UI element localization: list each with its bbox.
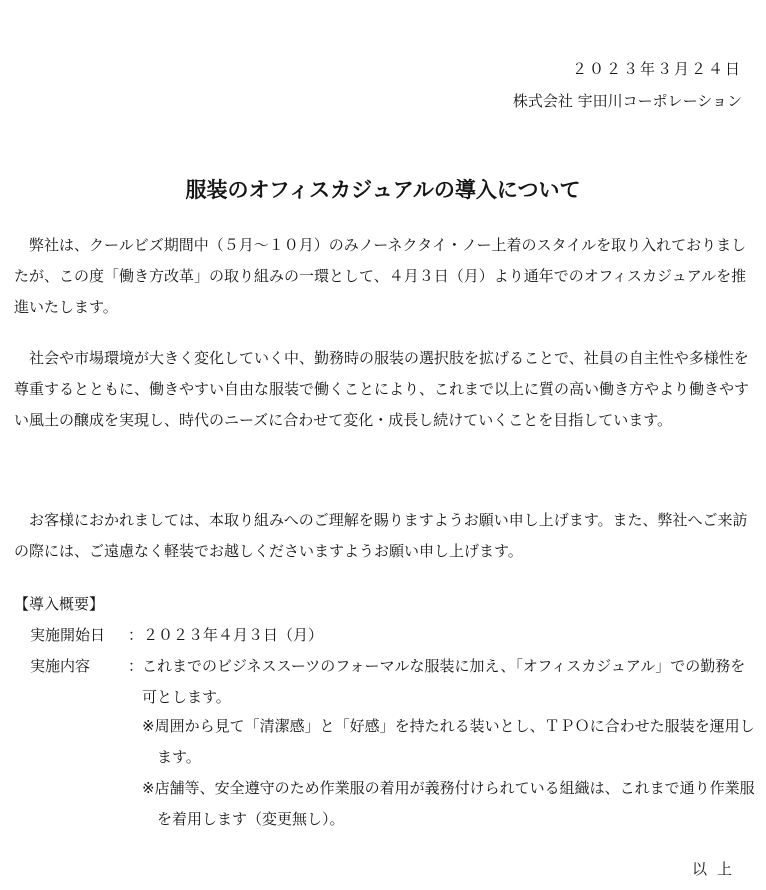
overview-heading: 【導入概要】 <box>14 595 105 613</box>
content-description <box>142 651 752 713</box>
document-date: ２０２３年３月２４日 <box>571 60 742 78</box>
start-date-separator: ： <box>128 626 144 644</box>
issuer-company: 株式会社 宇田川コーポレーション <box>512 92 742 110</box>
content-label-row <box>30 651 143 682</box>
overview-note-2: ※店舗等、安全遵守のため作業服の着用が義務付けられている組織は、これまで通り作業服を着用します（変更無し）。 <box>142 779 755 828</box>
body-paragraph-1: 弊社は、クールビズ期間中（５月～１０月）のみノーネクタイ・ノー上着のスタイルを取り入れておりましたが、この度「働き方改革」の取り組みの一環として、４月３日（月）より通年でのオフィスカジュアルを推進いたします。 <box>14 236 747 316</box>
start-date-value: ２０２３年４月３日（月） <box>143 626 324 644</box>
content-value: これまでのビジネススーツのフォーマルな服装に加え、「オフィスカジュアル」での勤務を可とします。 <box>142 657 746 706</box>
content-separator: ： <box>128 657 144 675</box>
content-label: 実施内容 <box>30 657 91 675</box>
overview-note-1: ※周囲から見て「清潔感」と「好感」を持たれる装いとし、ＴＰＯに合わせた服装を運用します。 <box>142 717 755 766</box>
document-title: 服装のオフィスカジュアルの導入について <box>185 178 581 202</box>
start-date-label: 実施開始日 <box>30 626 106 644</box>
closing-mark: 以上 <box>691 860 742 878</box>
start-date-row <box>30 620 323 651</box>
body-paragraph-3: お客様におかれましては、本取り組みへのご理解を賜りますようお願い申し上げます。また、弊社へご来訪の際には、ご遠慮なく軽装でお越しくださいますようお願い申し上げます。 <box>14 511 748 560</box>
body-paragraph-2: 社会や市場環境が大きく変化していく中、勤務時の服装の選択肢を拡げることで、社員の自主性や多様性を尊重するとともに、働きやすい自由な服装で働くことにより、これまで以上に質の高い働き方やより働きやすい風土の醸成を実現し、時代のニーズに合わせて変化・成長し続けていくことを目指しています。 <box>14 349 750 429</box>
